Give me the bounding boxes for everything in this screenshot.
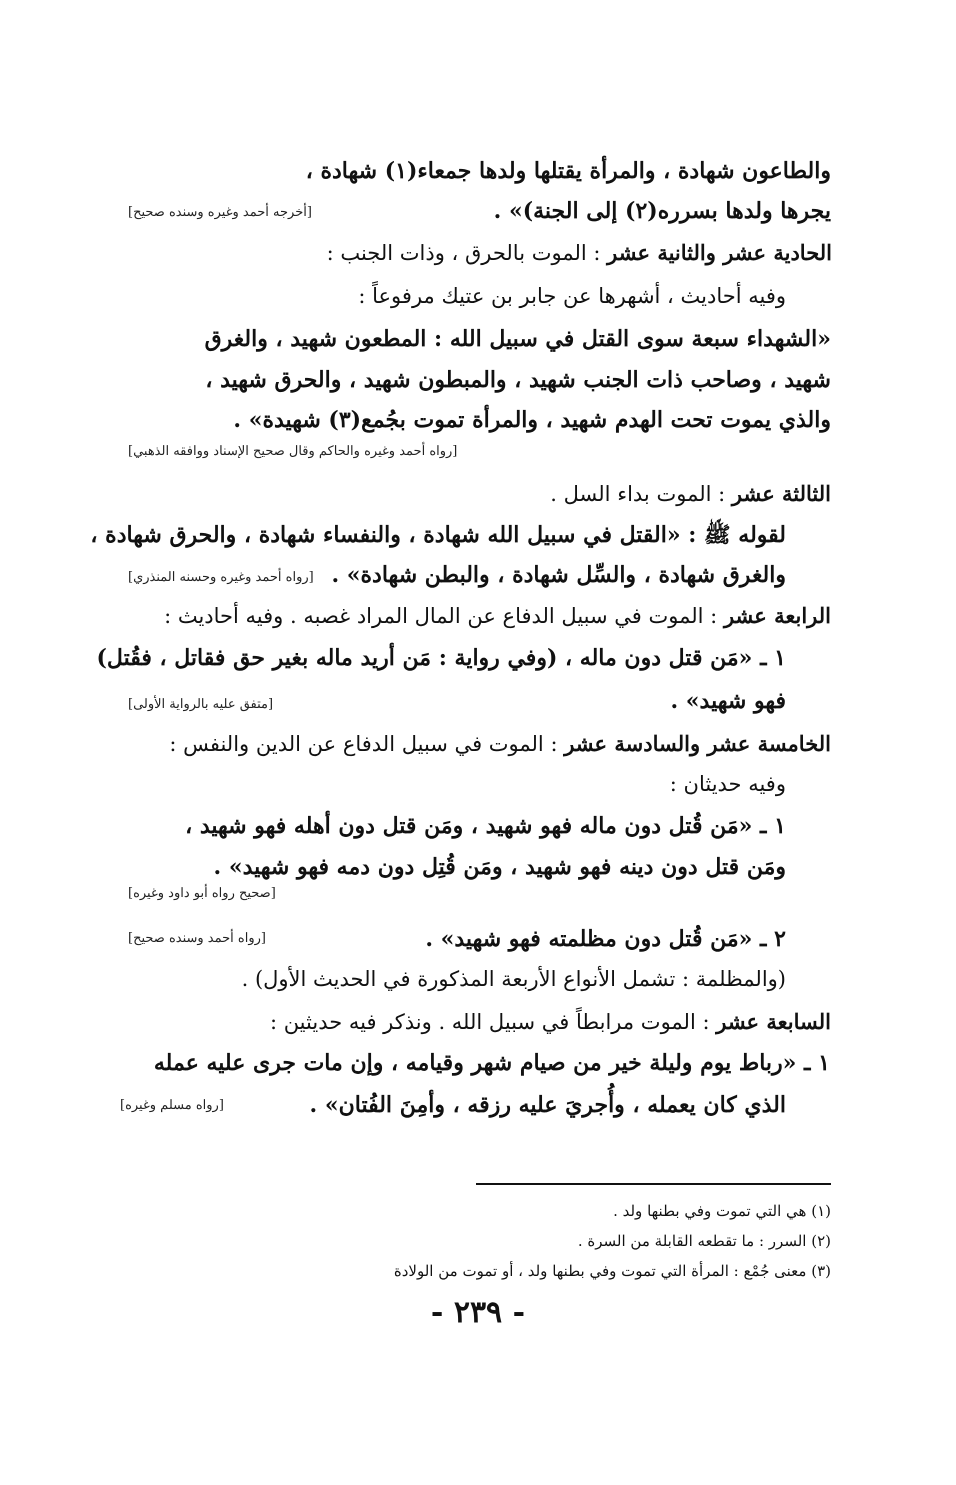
footnote: (٢) السرر : ما تقطعه القابلة من السرة .	[577, 1232, 831, 1250]
text-line: ١ ـ «مَن قُتل دون ماله فهو شهيد ، ومَن قتل دون أهله فهو شهيد ،	[185, 813, 786, 839]
section-heading	[111, 603, 831, 629]
text-line: الذي كان يعمله ، وأُجريَ عليه رزقه ، وأمِنَ الفُتان» .	[309, 1092, 786, 1118]
section-heading	[111, 731, 831, 757]
footnote-divider	[476, 1183, 831, 1185]
text-line: فهو شهيد» .	[670, 688, 786, 714]
text-line: يجرها ولدها بسرره(٢) إلى الجنة)» .	[493, 198, 831, 224]
hadith-reference: [رواه أحمد وغيره والحاكم وقال صحيح الإسناد ووافقه الذهبي]	[128, 444, 458, 459]
section-heading-text: : الموت بالحرق ، وذات الجنب :	[326, 241, 601, 265]
footnote: (٣) معنى جُمْع : المرأة التي تموت وفي بطنها ولد ، أو تموت من الولادة	[393, 1262, 831, 1280]
text-line: ١ ـ «مَن قتل دون ماله ، (وفي رواية : مَن أريد ماله بغير حق فقاتل ، فقُتل)	[96, 645, 786, 671]
hadith-reference: [رواه أحمد وسنده صحيح]	[128, 931, 266, 946]
text-line: «الشهداء سبعة سوى القتل في سبيل الله : المطعون شهيد ، والغرق	[204, 326, 831, 352]
footnote: (١) هي التي تموت وفي بطنها ولد .	[613, 1202, 831, 1220]
text-line: وفيه أحاديث ، أشهرها عن جابر بن عتيك مرفوعاً :	[358, 284, 786, 308]
text-line: وفيه حديثان :	[669, 772, 786, 796]
section-heading	[112, 240, 832, 266]
hadith-reference: [صحيح رواه أبو داود وغيره]	[128, 886, 276, 901]
section-heading-title: الرابعة عشر	[723, 603, 831, 628]
text-line: (والمظلمة : تشمل الأنواع الأربعة المذكورة في الحديث الأول) .	[241, 967, 786, 991]
section-heading-title: الثالثة عشر	[731, 481, 831, 506]
hadith-reference: [أخرجه أحمد وغيره وسنده صحيح]	[128, 205, 312, 220]
section-heading-text: : الموت مرابطاً في سبيل الله . ونذكر فيه حديثين :	[269, 1010, 710, 1034]
hadith-reference: [رواه مسلم وغيره]	[120, 1098, 224, 1113]
section-heading-title: الحادية عشر والثانية عشر	[607, 240, 832, 265]
text-line: والطاعون شهادة ، والمرأة يقتلها ولدها جمعاء(١) شهادة ،	[305, 158, 831, 184]
text-line: والغرق شهادة ، والسِّل شهادة ، والبطن شهادة» .	[331, 562, 786, 588]
text-line: ومَن قتل دون دينه فهو شهيد ، ومَن قُتِل دون دمه فهو شهيد» .	[213, 854, 786, 880]
section-heading-text: : الموت بداء السل .	[550, 482, 726, 506]
section-heading-text: : الموت في سبيل الدفاع عن المال المراد غصبه . وفيه أحاديث :	[164, 604, 718, 628]
section-heading	[111, 1009, 831, 1035]
text-line: شهيد ، وصاحب ذات الجنب شهيد ، والمبطون شهيد ، والحرق شهيد ،	[205, 367, 831, 393]
page-number: - ٢٣٩ -	[430, 1295, 526, 1330]
text-line: لقوله ﷺ : «القتل في سبيل الله شهادة ، والنفساء شهادة ، والحرق شهادة ،	[90, 522, 786, 548]
text-line: ١ ـ «رباط يوم وليلة خير من صيام شهر وقيامه ، وإن مات جرى عليه عمله	[153, 1050, 830, 1076]
section-heading-title: السابعة عشر	[716, 1009, 831, 1034]
hadith-reference: [متفق عليه بالرواية الأولى]	[128, 697, 274, 712]
text-line: والذي يموت تحت الهدم شهيد ، والمرأة تموت بجُمع(٣) شهيدة» .	[233, 407, 831, 433]
hadith-reference: [رواه أحمد وغيره وحسنه المنذري]	[128, 570, 314, 585]
text-line: ٢ ـ «مَن قُتل دون مظلمته فهو شهيد» .	[425, 926, 786, 952]
section-heading-text: : الموت في سبيل الدفاع عن الدين والنفس :	[169, 732, 558, 756]
section-heading	[111, 481, 831, 507]
section-heading-title: الخامسة عشر والسادسة عشر	[564, 731, 831, 756]
